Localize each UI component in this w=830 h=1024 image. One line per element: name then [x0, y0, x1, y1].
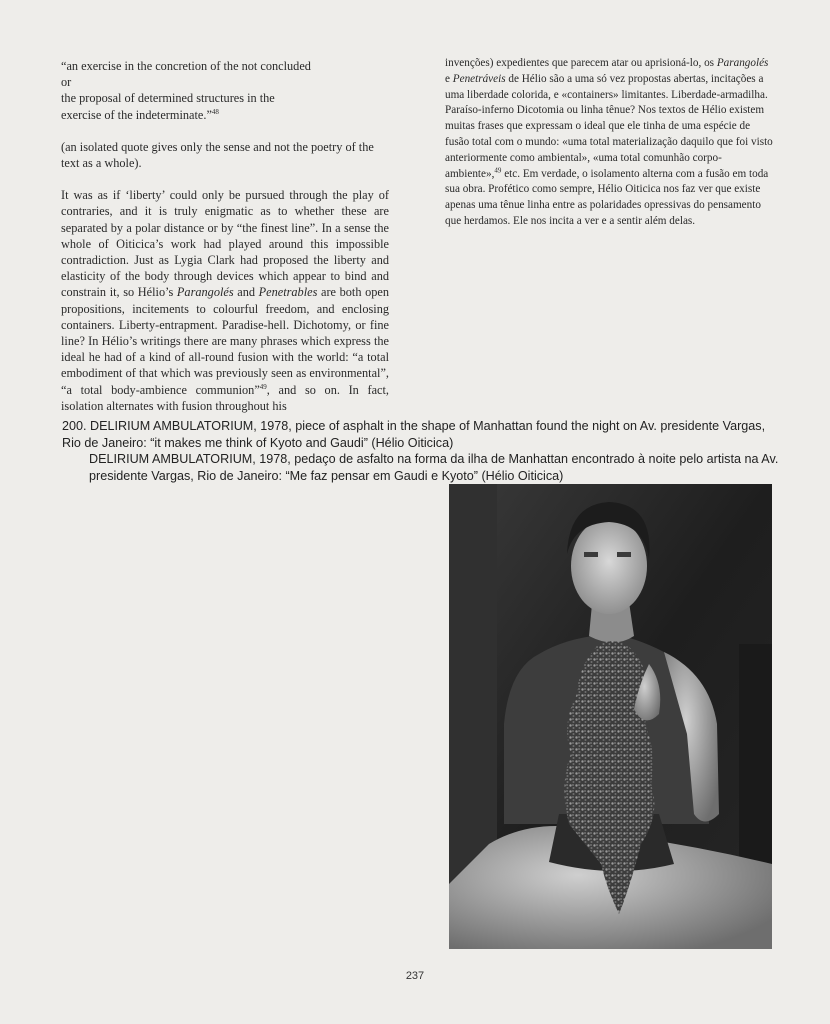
- quote-line: [61, 107, 389, 123]
- quote-line: “an exercise in the concretion of the not concluded: [61, 59, 311, 73]
- page-number: 237: [405, 970, 425, 982]
- body-text: and: [233, 285, 259, 300]
- figure-caption: [62, 418, 782, 484]
- quote-line: or: [61, 75, 72, 90]
- body-paragraph: [61, 187, 389, 414]
- footnote-ref: 48: [211, 107, 219, 116]
- caption-portuguese: DELIRIUM AMBULATORIUM, 1978, pedaço de asfalto na forma da ilha de Manhattan encontrado à noite pelo artista na Av. presidente Vargas, Rio de Janeiro: “Me faz pensar em Gaudi e Kyoto” (Hélio Oiticica): [89, 452, 779, 483]
- body-text: , and so on. In fact, isolation alternates with fusion throughout his: [61, 382, 389, 413]
- body-text: are both open propositions, incitements to colourful freedom, and enclosing containers. Liberty-entrapment. Paradise-hell. Dichotomy, or fine line? In Hélio’s writings there are many phrases which express the ideal he had of a kind of all-round fusion with the world: “a total embodiment of that which was previously seen as environmental”, “a total body-ambience communion”: [61, 285, 390, 397]
- body-text: etc. Em verdade, o isolamento alterna com a fusão em toda sua obra. Profético como sempre, Hélio Oiticica nos faz ver que existe apenas uma tênue linha entre as polaridades opressivas do pensamento que herdamos. Ele nos incita a ver e a sentir além delas.: [445, 167, 769, 227]
- footnote-ref: 49: [494, 165, 502, 174]
- italic-title: Penetráveis: [452, 72, 506, 85]
- portuguese-text-column: [445, 56, 775, 230]
- caption-english: 200. DELIRIUM AMBULATORIUM, 1978, piece of asphalt in the shape of Manhattan found the night on Av. presidente Vargas, Rio de Janeiro: “it makes me think of Kyoto and Gaudi” (Hélio Oiticica): [62, 419, 766, 450]
- quote-line: the proposal of determined structures in the: [61, 91, 275, 106]
- body-text: e: [445, 72, 453, 85]
- photograph-man-holding-asphalt-icon: [449, 484, 772, 949]
- english-text-column: [61, 58, 389, 414]
- italic-title: Parangolés: [716, 57, 769, 69]
- italic-title: Parangolés: [176, 285, 234, 300]
- photograph: [449, 484, 772, 949]
- body-text: It was as if ‘liberty’ could only be pursued through the play of contraries, and it is truly enigmatic as to whether these are separated by a polar distance or by “the finest line”. In a sense the whole of Oiticica’s work had played around this impossible contradiction. Just as Lygia Clark had proposed the liberty and elasticity of the body through devices which appear to bind and constrain it, so Hélio’s: [61, 188, 389, 300]
- quote-text: exercise of the indeterminate.”: [61, 107, 212, 122]
- footnote-ref: 49: [259, 382, 267, 391]
- italic-title: Penetrables: [258, 285, 318, 300]
- body-text: de Hélio são a uma só vez propostas abertas, incitações a uma liberdade colorida, e «containers» limitantes. Liberdade-armadilha. Paraíso-inferno Dicotomia ou linha tênue? Nos textos de Hélio existem muitas frases que expressam o ideal que ele tinha de uma espécie de fusão total com o mundo: «uma total materialização daquilo que foi visto anteriormente como ambiental», «uma total comunhão corpo-ambiente»,: [445, 72, 773, 180]
- aside-paragraph: (an isolated quote gives only the sense and not the poetry of the text as a whole).: [61, 139, 374, 171]
- body-text: invenções) expedientes que parecem atar ou aprisioná-lo, os: [445, 57, 717, 69]
- body-paragraph: [445, 56, 775, 230]
